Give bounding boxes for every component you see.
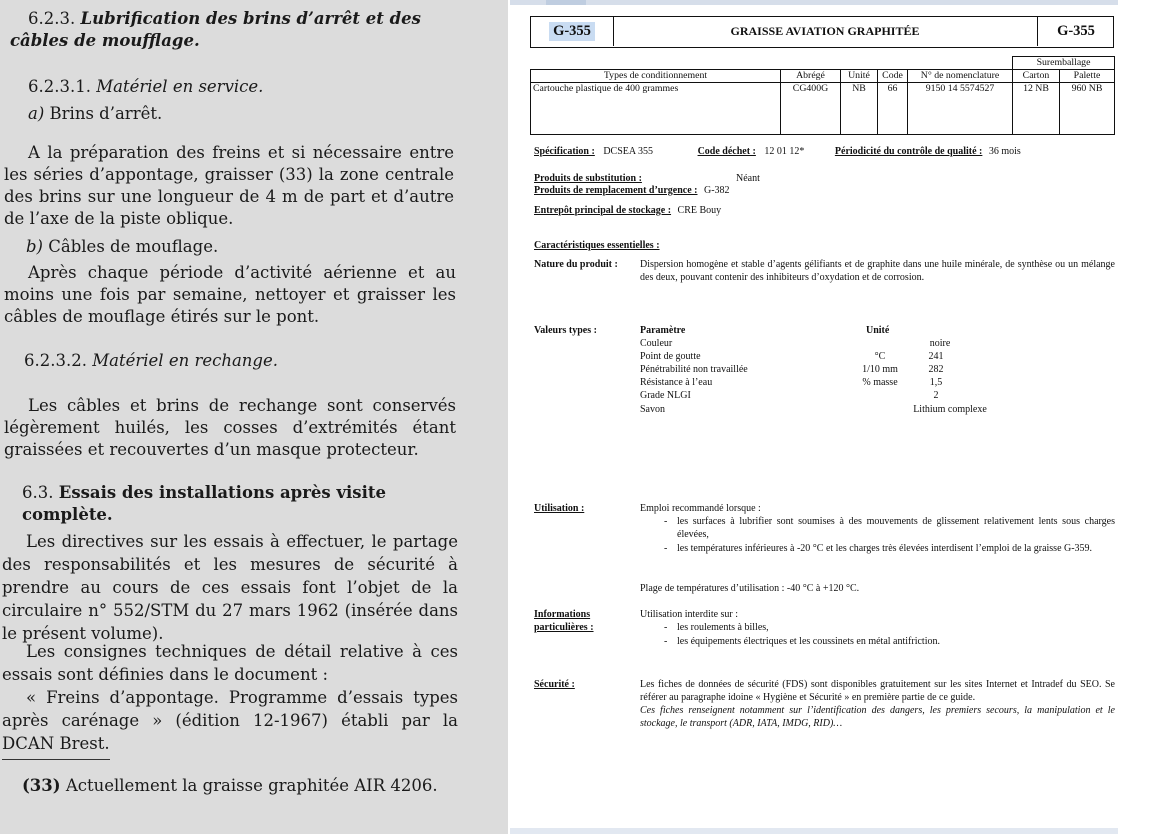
replacement-line: Produits de remplacement d’urgence : G-382 <box>534 185 730 196</box>
bullet-dash: - <box>664 543 668 554</box>
bottom-border-band <box>510 828 1118 834</box>
storage-line: Entrepôt principal de stockage : CRE Bouy <box>534 205 722 216</box>
paragraph-5: Les consignes techniques de détail relative à ces essais sont définies dans le document : <box>2 642 458 684</box>
info-intro: Utilisation interdite sur : <box>640 609 739 620</box>
table-row: Cartouche plastique de 400 grammes CG400G NB 66 9150 14 5574527 12 NB 960 NB <box>531 83 1115 135</box>
info-bullet-1: les roulements à billes, <box>677 622 769 633</box>
specification-line: Spécification : DCSEA 355 Code déchet : 12 01 12* Périodicité du contrôle de qualité : 36 mois <box>534 146 1021 157</box>
table-header-row: Types de conditionnement Abrégé Unité Code N° de nomenclature Carton Palette <box>531 70 1115 83</box>
unit-header: Unité <box>866 325 890 336</box>
typical-values-label: Valeurs types : <box>534 325 597 336</box>
usage-label: Utilisation : <box>534 503 585 514</box>
usage-intro: Emploi recommandé lorsque : <box>640 503 761 514</box>
paragraph-6: « Freins d’appontage. Programme d’essais types après carénage » (édition 12-1967) établi par la DCAN Brest. <box>2 688 458 753</box>
param-name: Grade NLGI <box>640 390 691 401</box>
param-value: 282 <box>928 364 944 375</box>
product-data-sheet <box>510 0 1118 834</box>
paragraph-2: Après chaque période d’activité aérienne et au moins une fois par semaine, nettoyer et graisser les câbles de mouflage étirés sur le pont. <box>4 263 456 326</box>
bullet-dash: - <box>664 516 668 527</box>
section-6-2-3-heading: 6.2.3. Lubrification des brins d’arrêt et des câbles de moufflage. <box>10 9 421 50</box>
section-6-2-3-2-heading: 6.2.3.2. Matériel en rechange. <box>24 351 279 370</box>
product-title: GRAISSE AVIATION GRAPHITÉE <box>730 24 920 38</box>
packaging-table <box>530 56 1115 135</box>
param-name: Point de goutte <box>640 351 701 362</box>
param-value: 1,5 <box>929 377 943 388</box>
safety-label: Sécurité : <box>534 679 575 690</box>
footnote-separator <box>2 759 110 760</box>
safety-text: Les fiches de données de sécurité (FDS) sont disponibles gratuitement sur les sites Internet et Intradef du SEO. Se référer au paragraphe idoine « Hygiène et Sécurité » en première partie de ce guide. <box>640 679 1115 703</box>
usage-bullet-2: les températures inférieures à -20 °C et les charges très élevées interdisent l’emploi de la graisse G-359. <box>677 543 1093 554</box>
param-header: Paramètre <box>640 325 686 336</box>
bullet-dash: - <box>664 622 668 633</box>
product-code-highlighted[interactable]: G-355 <box>549 22 595 41</box>
top-border-band <box>510 0 1118 5</box>
info-bullet-2: les équipements électriques et les coussinets en métal antifriction. <box>677 636 940 647</box>
section-6-3-heading: 6.3. Essais des installations après visite complète. <box>22 483 386 524</box>
nature-text: Dispersion homogène et stable d’agents gélifiants et de graphite dans une huile minérale, de synthèse ou un mélange des deux, pouvant contenir des inhibiteurs d’oxydation et de corrosion. <box>640 259 1115 283</box>
nature-label: Nature du produit : <box>534 259 618 270</box>
param-value: noire <box>929 338 951 349</box>
param-name: Couleur <box>640 338 673 349</box>
header-code-right: G-355 <box>1037 17 1114 46</box>
characteristics-heading: Caractéristiques essentielles : <box>534 240 660 251</box>
paragraph-4: Les directives sur les essais à effectuer, le partage des responsabilités et les mesures de sécurité à prendre au cours de ces essais font l’objet de la circulaire n° 552/STM du 27 mars 1962 (insérée dans le présent volume). <box>2 532 458 643</box>
info-label: Informations particulières : <box>534 609 594 633</box>
param-unit: % masse <box>862 377 898 388</box>
overpack-header: Suremballage <box>1013 57 1115 70</box>
param-name: Savon <box>640 404 665 415</box>
param-name: Résistance à l’eau <box>640 377 713 388</box>
usage-bullet-1: les surfaces à lubrifier sont soumises à des mouvements de glissement relativement lents sous charges élevées, <box>677 516 1115 540</box>
item-a: a) Brins d’arrêt. <box>28 104 163 123</box>
item-b: b) Câbles de mouflage. <box>26 237 219 256</box>
param-value: 241 <box>928 351 944 362</box>
footnote-33: (33) Actuellement la graisse graphitée AIR 4206. <box>22 776 438 795</box>
selection-mark <box>546 0 586 5</box>
paragraph-1: A la préparation des freins et si nécessaire entre les séries d’appontage, graisser (33) la zone centrale des brins sur une longueur de 4 m de part et d’autre de l’axe de la piste oblique. <box>4 143 454 228</box>
param-unit: °C <box>874 351 886 362</box>
param-value: Lithium complexe <box>913 404 987 415</box>
substitution-value: Néant <box>736 173 760 184</box>
param-unit: 1/10 mm <box>862 364 898 375</box>
sheet-header <box>530 16 1114 48</box>
bullet-dash: - <box>664 636 668 647</box>
substitution-line: Produits de substitution : <box>534 173 642 184</box>
scanned-book-page <box>0 0 508 834</box>
header-code-left <box>531 17 614 46</box>
temperature-range: Plage de températures d’utilisation : -40 °C à +120 °C. <box>640 583 860 594</box>
param-name: Pénétrabilité non travaillée <box>640 364 748 375</box>
safety-italic-text: Ces fiches renseignent notamment sur l’identification des dangers, les premiers secours, la manipulation et le stockage, le transport (ADR, IATA, IMDG, RID)… <box>640 705 1115 729</box>
section-6-2-3-1-heading: 6.2.3.1. Matériel en service. <box>28 77 264 96</box>
paragraph-3: Les câbles et brins de rechange sont conservés légèrement huilés, les cosses d’extrémités étant graissées et recouvertes d’un masque protecteur. <box>4 396 456 459</box>
param-value: 2 <box>933 390 939 401</box>
